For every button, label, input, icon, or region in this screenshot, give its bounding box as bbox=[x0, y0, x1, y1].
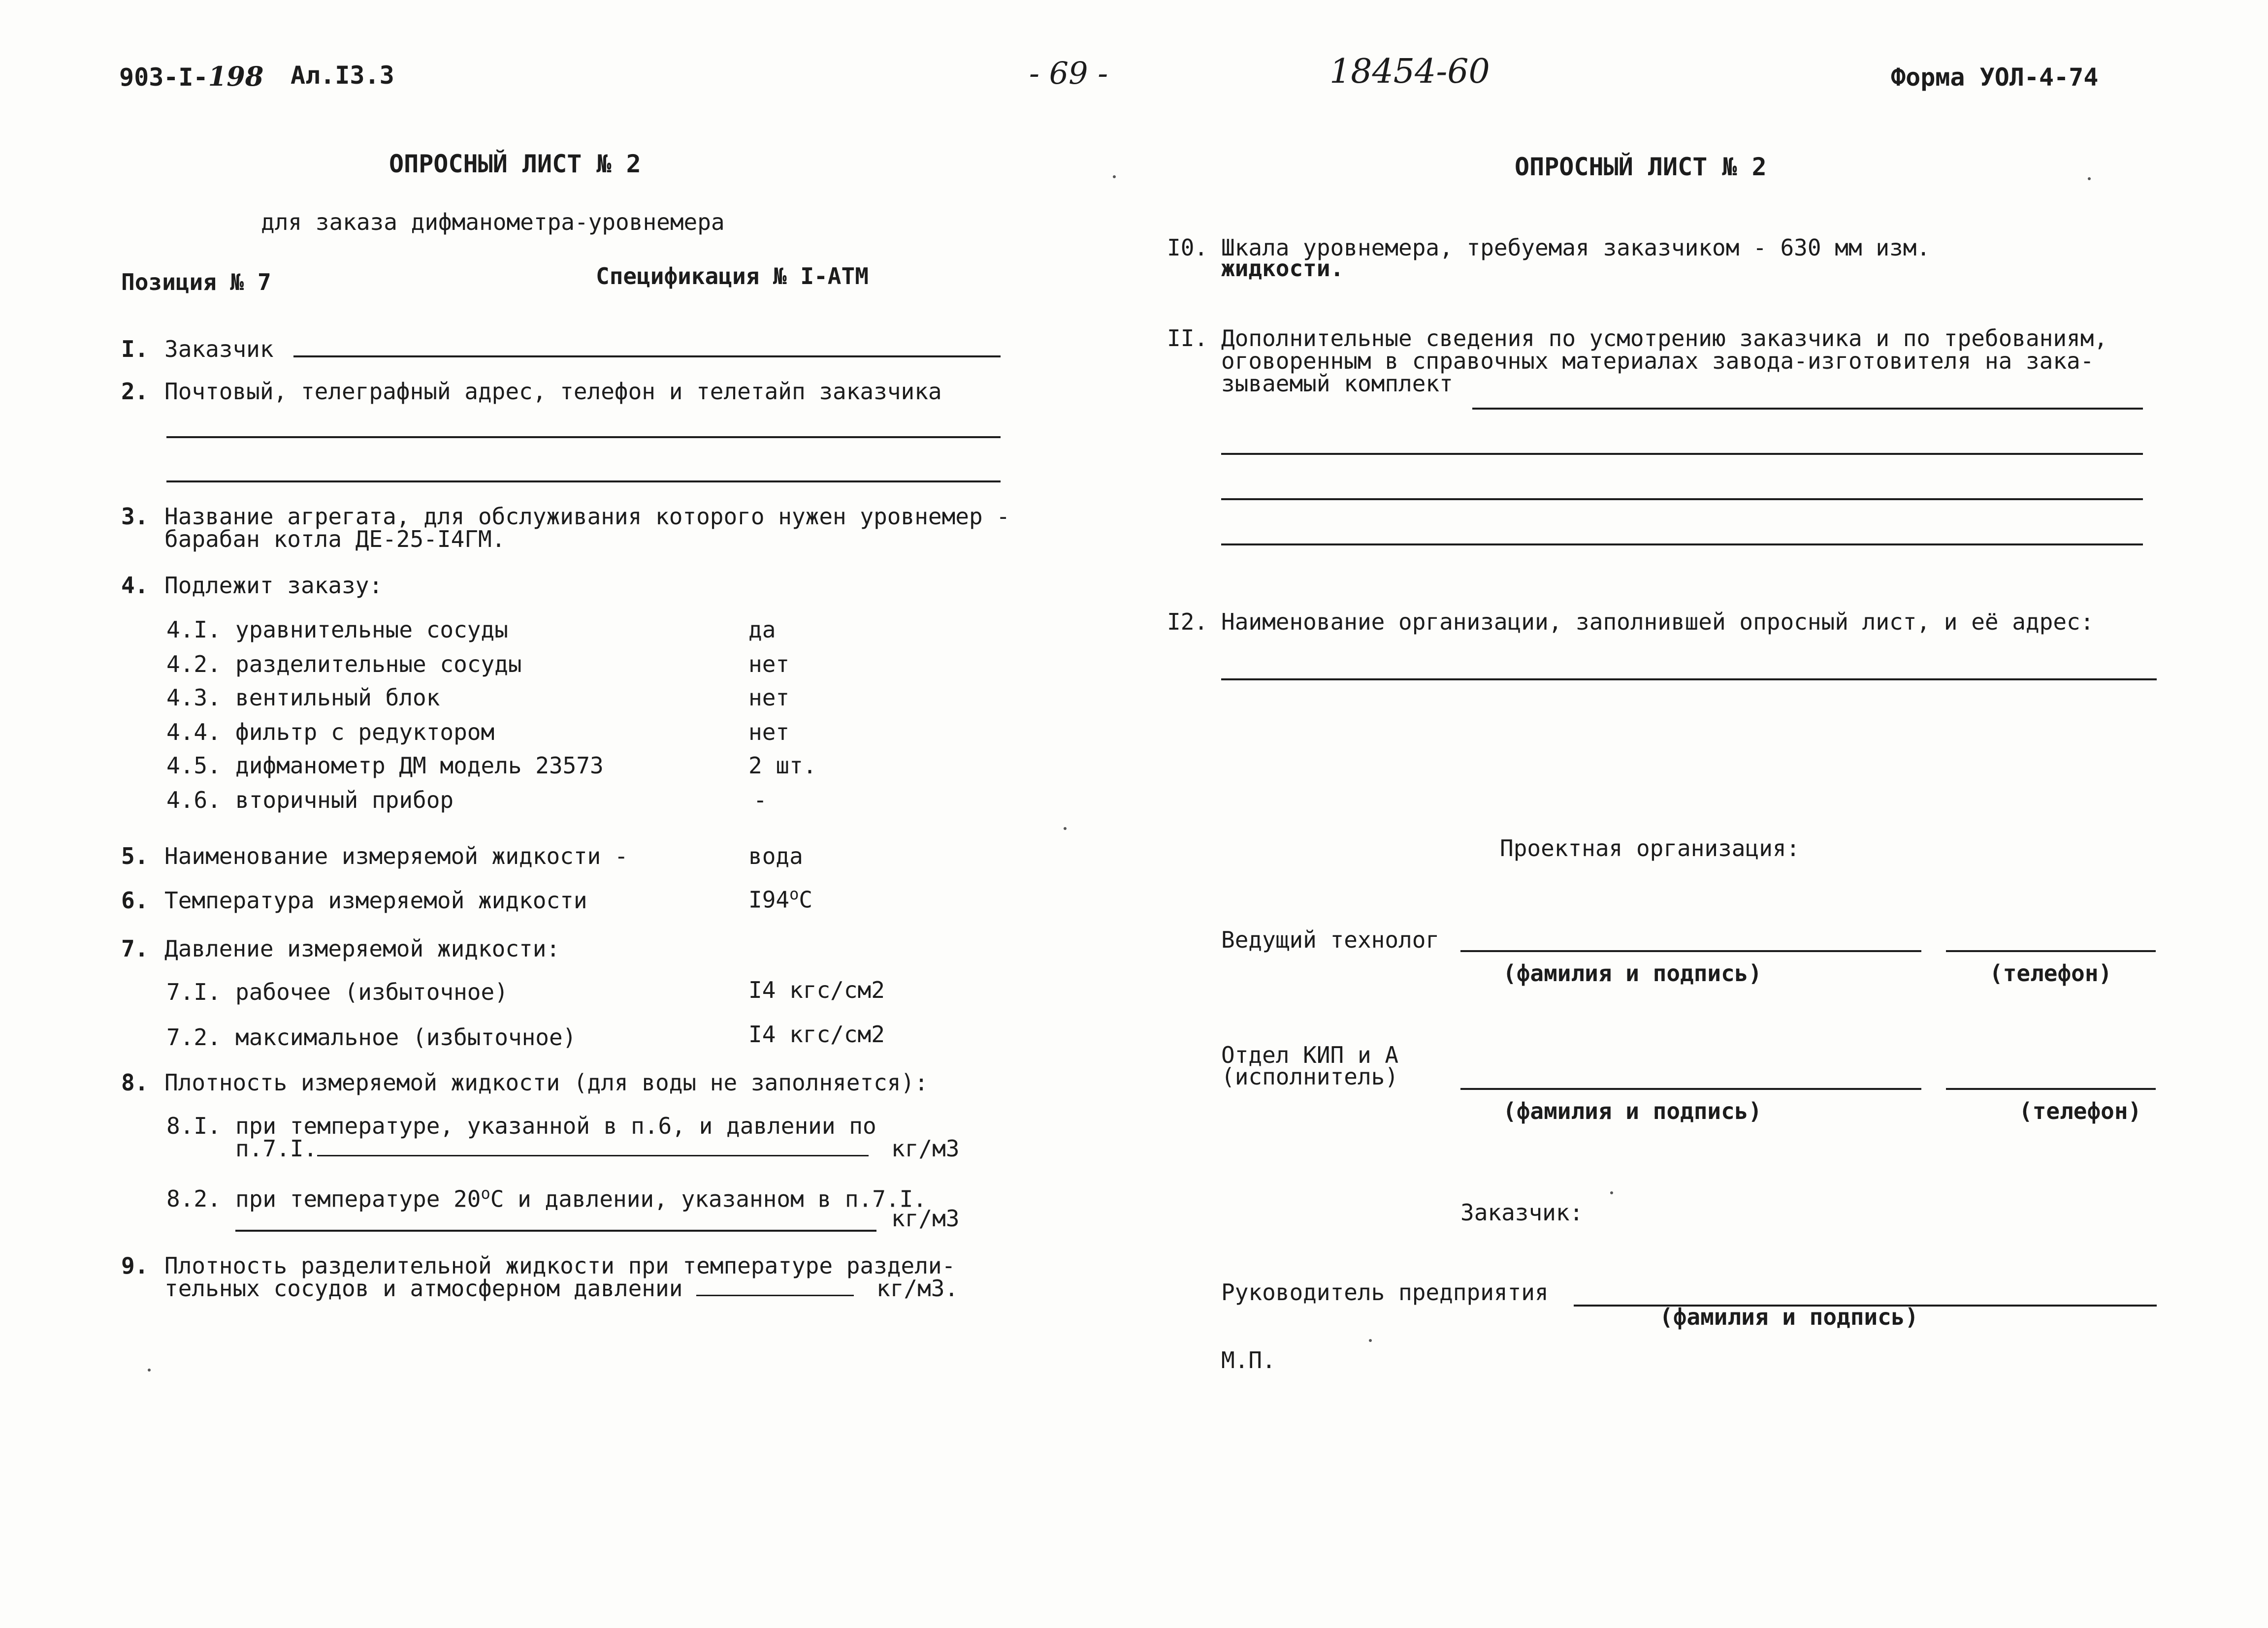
phone-caption: (телефон) bbox=[1989, 960, 2112, 987]
item-number: 7. bbox=[121, 935, 149, 962]
density-sub-ref: п.7.I. bbox=[235, 1135, 318, 1162]
doc-code bbox=[119, 63, 263, 90]
head-of-enterprise-label: Руководитель предприятия bbox=[1221, 1279, 1549, 1306]
order-row-label: вторичный прибор bbox=[235, 787, 454, 813]
temperature-value bbox=[748, 886, 812, 911]
order-row-number: 4.I. bbox=[166, 616, 221, 643]
item-number: 5. bbox=[121, 843, 149, 869]
order-row-label: фильтр с редуктором bbox=[235, 719, 495, 745]
pressure-row-value: I4 кгс/см2 bbox=[748, 977, 885, 1003]
order-row-number: 4.5. bbox=[166, 752, 221, 779]
left-subtitle: для заказа дифманометра-уровнемера bbox=[261, 209, 725, 235]
address-field-line-2[interactable] bbox=[166, 480, 1001, 482]
item-additional-info-line-3: зываемый комплект bbox=[1221, 370, 1453, 397]
organization-field[interactable] bbox=[1221, 678, 2157, 680]
order-row-number: 4.2. bbox=[166, 651, 221, 677]
form-code: Форма УОЛ-4-74 bbox=[1891, 63, 2099, 92]
density-sub-number: 8.I. bbox=[166, 1113, 221, 1139]
item-number: I2. bbox=[1167, 608, 1208, 635]
left-title: ОПРОСНЫЙ ЛИСТ № 2 bbox=[389, 150, 641, 178]
item-number: 2. bbox=[121, 378, 149, 405]
order-row bbox=[166, 721, 494, 743]
order-row bbox=[166, 789, 454, 811]
temperature-number: I94 bbox=[748, 886, 790, 913]
scan-speck bbox=[1610, 1191, 1613, 1194]
order-row-value: нет bbox=[748, 651, 790, 677]
doc-code-handwritten: 198 bbox=[208, 61, 264, 92]
position-label: Позиция № 7 bbox=[121, 269, 271, 295]
kip-executor-label: (исполнитель) bbox=[1221, 1063, 1399, 1090]
item-number: I0. bbox=[1167, 234, 1208, 261]
name-signature-caption: (фамилия и подпись) bbox=[1659, 1304, 1919, 1330]
lead-technologist-label: Ведущий технолог bbox=[1221, 926, 1440, 953]
order-row-number: 4.6. bbox=[166, 787, 221, 813]
lead-technologist-signature-field[interactable] bbox=[1460, 950, 1921, 952]
density-sub-line-1b: С и давлении, указанном в п.7.I. bbox=[490, 1185, 927, 1213]
pressure-row-label: рабочее (избыточное) bbox=[235, 979, 508, 1005]
additional-info-field-3[interactable] bbox=[1221, 498, 2143, 500]
pressure-row-label: максимальное (избыточное) bbox=[235, 1024, 577, 1051]
item-number: 4. bbox=[121, 572, 149, 599]
density-sub-line-1a: при температуре 20 bbox=[235, 1185, 481, 1213]
density-field-2[interactable] bbox=[235, 1230, 876, 1232]
pressure-row-number: 7.2. bbox=[166, 1024, 221, 1051]
order-row bbox=[166, 686, 440, 709]
separating-density-unit: кг/м3. bbox=[876, 1275, 959, 1302]
density-sub-2 bbox=[166, 1184, 927, 1213]
additional-info-field-4[interactable] bbox=[1221, 543, 2143, 545]
stamp-label: М.П. bbox=[1221, 1347, 1276, 1373]
scan-speck bbox=[1113, 175, 1116, 178]
item-number: 9. bbox=[121, 1252, 149, 1279]
density-sub-number: 8.2. bbox=[166, 1185, 221, 1213]
item-number: I. bbox=[121, 336, 149, 362]
scan-speck bbox=[2088, 177, 2091, 180]
item-line-1: Шкала уровнемера, требуемая заказчиком - 630 мм изм. bbox=[1221, 234, 1931, 261]
order-row-value: да bbox=[748, 616, 776, 643]
order-row bbox=[166, 653, 522, 675]
inventory-number: 18454-60 bbox=[1329, 52, 1490, 91]
item-scale-line-2: жидкости. bbox=[1221, 255, 1344, 282]
order-row-label: дифманометр ДМ модель 23573 bbox=[235, 752, 604, 779]
order-row-label: вентильный блок bbox=[235, 684, 440, 711]
customer-field-line[interactable] bbox=[293, 355, 1001, 357]
item-address bbox=[121, 380, 942, 403]
scan-speck bbox=[1369, 1339, 1372, 1342]
order-row bbox=[166, 754, 604, 777]
density-sub-1 bbox=[166, 1115, 876, 1137]
item-line-2: тельных сосудов и атмосферном давлении bbox=[164, 1275, 683, 1302]
degree-sign: о bbox=[789, 885, 799, 903]
item-label: Заказчик bbox=[164, 336, 274, 362]
kip-phone-field[interactable] bbox=[1946, 1088, 2156, 1090]
item-number: 6. bbox=[121, 887, 149, 914]
order-row-number: 4.3. bbox=[166, 684, 221, 711]
density-sub-1-line-2 bbox=[235, 1137, 869, 1160]
item-label: Давление измеряемой жидкости: bbox=[164, 935, 560, 962]
liquid-value: вода bbox=[748, 843, 803, 869]
order-row-value: нет bbox=[748, 719, 790, 745]
order-row-label: разделительные сосуды bbox=[235, 651, 522, 677]
pressure-row bbox=[166, 981, 508, 1003]
right-title: ОПРОСНЫЙ ЛИСТ № 2 bbox=[1515, 153, 1767, 181]
kip-department-label: Отдел КИП и А bbox=[1221, 1042, 1399, 1068]
item-label: Температура измеряемой жидкости bbox=[164, 887, 587, 914]
customer-heading: Заказчик: bbox=[1460, 1199, 1584, 1226]
order-row-label: уравнительные сосуды bbox=[235, 616, 508, 643]
item-label: Наименование измеряемой жидкости - bbox=[164, 843, 628, 869]
item-number: II. bbox=[1167, 325, 1208, 351]
order-row bbox=[166, 618, 508, 641]
item-organization bbox=[1167, 610, 2094, 633]
item-label: Почтовый, телеграфный адрес, телефон и телетайп заказчика bbox=[164, 378, 942, 405]
density-field-1[interactable] bbox=[317, 1140, 869, 1156]
separating-density-field[interactable] bbox=[696, 1280, 854, 1296]
item-pressure bbox=[121, 937, 560, 960]
degree-sign: о bbox=[481, 1184, 490, 1203]
item-line-1: Плотность разделительной жидкости при температуре раздели- bbox=[164, 1252, 956, 1279]
item-density bbox=[121, 1071, 928, 1094]
pressure-row-value: I4 кгс/см2 bbox=[748, 1021, 885, 1048]
item-temperature bbox=[121, 889, 587, 912]
phone-caption: (телефон) bbox=[2019, 1098, 2142, 1124]
density-sub-line-1: при температуре, указанной в п.6, и давлении по bbox=[235, 1113, 876, 1139]
doc-code-prefix: 903-I- bbox=[119, 63, 208, 92]
item-line-1: Название агрегата, для обслуживания которого нужен уровнемер - bbox=[164, 503, 1010, 530]
address-field-line-1[interactable] bbox=[166, 436, 1001, 438]
order-row-value: нет bbox=[748, 684, 790, 711]
name-signature-caption: (фамилия и подпись) bbox=[1503, 1098, 1762, 1124]
additional-info-field-1[interactable] bbox=[1472, 408, 2143, 410]
item-unit-name bbox=[121, 505, 1010, 528]
item-label: Подлежит заказу: bbox=[164, 572, 383, 599]
page-number: - 69 - bbox=[1029, 55, 1108, 91]
temperature-unit: С bbox=[799, 886, 813, 913]
scan-speck bbox=[1064, 827, 1067, 830]
scan-speck bbox=[148, 1369, 151, 1372]
pressure-row bbox=[166, 1026, 576, 1049]
specification-label: Спецификация № I-АТМ bbox=[596, 263, 869, 289]
order-row-value: - bbox=[753, 787, 767, 813]
item-label: Наименование организации, заполнившей опросный лист, и её адрес: bbox=[1221, 608, 2094, 635]
density-unit-1: кг/м3 bbox=[891, 1135, 960, 1162]
name-signature-caption: (фамилия и подпись) bbox=[1503, 960, 1762, 987]
pressure-row-number: 7.I. bbox=[166, 979, 221, 1005]
lead-technologist-phone-field[interactable] bbox=[1946, 950, 2156, 952]
item-order-list bbox=[121, 574, 383, 597]
item-additional-info-line-2: оговоренным в справочных материалах завода-изготовителя на зака- bbox=[1221, 348, 2094, 374]
project-org-heading: Проектная организация: bbox=[1500, 835, 1800, 862]
order-row-value: 2 шт. bbox=[748, 752, 817, 779]
item-unit-name-line-2: барабан котла ДЕ-25-I4ГМ. bbox=[164, 526, 506, 552]
item-customer bbox=[121, 338, 274, 360]
item-label: Плотность измеряемой жидкости (для воды не заполняется): bbox=[164, 1069, 928, 1096]
item-line-1: Дополнительные сведения по усмотрению заказчика и по требованиям, bbox=[1221, 325, 2108, 351]
additional-info-field-2[interactable] bbox=[1221, 453, 2143, 455]
kip-signature-field[interactable] bbox=[1460, 1088, 1921, 1090]
item-separating-density bbox=[121, 1254, 955, 1277]
density-unit-2: кг/м3 bbox=[891, 1205, 960, 1232]
album-label: Ал.I3.3 bbox=[291, 61, 394, 90]
item-number: 3. bbox=[121, 503, 149, 530]
item-separating-density-line-2 bbox=[164, 1277, 854, 1300]
item-additional-info bbox=[1167, 327, 2107, 350]
order-row-number: 4.4. bbox=[166, 719, 221, 745]
item-liquid-name bbox=[121, 845, 628, 867]
item-number: 8. bbox=[121, 1069, 149, 1096]
